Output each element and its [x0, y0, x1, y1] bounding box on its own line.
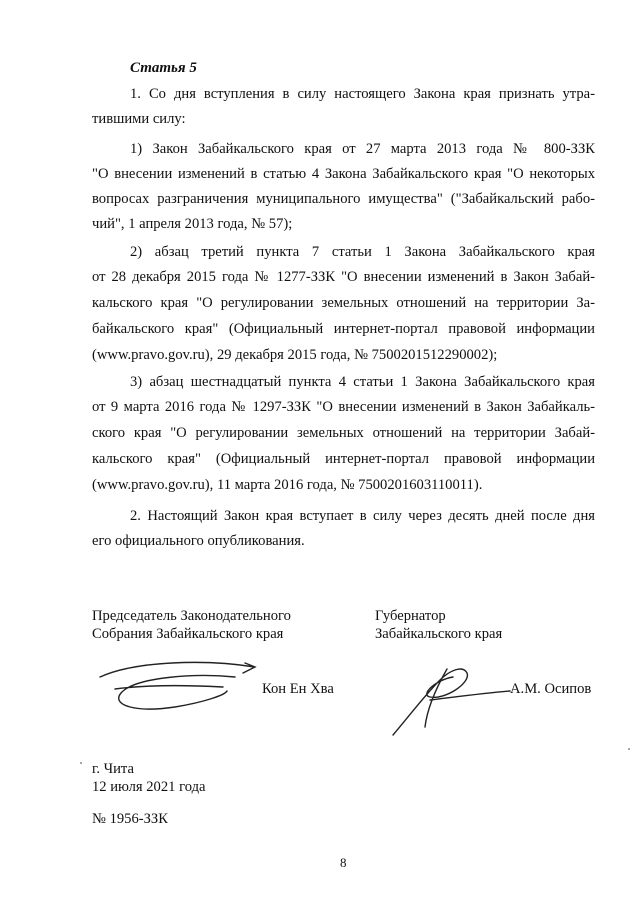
text-line: 2) абзац третий пункта 7 статьи 1 Закона Забайкальского края — [130, 244, 595, 260]
chairman-name: Кон Ен Хва — [262, 681, 334, 697]
governor-name: А.М. Осипов — [510, 681, 592, 697]
city-label: г. Чита — [92, 761, 134, 777]
text-line: 1) Закон Забайкальского края от 27 марта 2013 года № 800-ЗЗК — [130, 141, 595, 157]
text-line: 2. Настоящий Закон края вступает в силу через десять дней после дня — [130, 508, 595, 524]
chairman-signature-image — [95, 655, 260, 717]
chairman-title-line2: Собрания Забайкальского края — [92, 626, 284, 642]
text-line: кальского края" (Официальный интернет-портал правовой информации — [92, 451, 595, 467]
scan-speck — [80, 762, 82, 764]
text-line: вопросах разграничения муниципального имущества" ("Забайкальский рабо- — [92, 191, 595, 207]
text-line: 3) абзац шестнадцатый пункта 4 статьи 1 Закона Забайкальского края — [130, 374, 595, 390]
text-line: тившими силу: — [92, 111, 186, 127]
text-line: ского края "О регулировании земельных отношений на территории Забай- — [92, 425, 595, 441]
text-line: кальского края "О регулировании земельных отношений на территории За- — [92, 295, 595, 311]
text-line: "О внесении изменений в статью 4 Закона Забайкальского края "О некоторых — [92, 166, 595, 182]
law-number: № 1956-ЗЗК — [92, 811, 168, 827]
text-line: (www.pravo.gov.ru), 11 марта 2016 года, № 7500201603110011). — [92, 477, 483, 493]
text-line: байкальского края" (Официальный интернет-портал правовой информации — [92, 321, 595, 337]
text-line: его официального опубликования. — [92, 533, 305, 549]
chairman-title-line1: Председатель Законодательного — [92, 608, 291, 624]
date-label: 12 июля 2021 года — [92, 779, 206, 795]
governor-title-line1: Губернатор — [375, 608, 446, 624]
page-number: 8 — [340, 855, 347, 870]
text-line: (www.pravo.gov.ru), 29 декабря 2015 года, № 7500201512290002); — [92, 347, 498, 363]
governor-title-line2: Забайкальского края — [375, 626, 503, 642]
article-heading: Статья 5 — [130, 60, 197, 76]
text-line: 1. Со дня вступления в силу настоящего Закона края признать утра- — [130, 86, 595, 102]
governor-signature-image — [385, 655, 515, 740]
text-line: чий", 1 апреля 2013 года, № 57); — [92, 216, 293, 232]
scan-speck — [628, 748, 630, 750]
text-line: от 9 марта 2016 года № 1297-ЗЗК "О внесении изменений в Закон Забайкаль- — [92, 399, 595, 415]
text-line: от 28 декабря 2015 года № 1277-ЗЗК "О внесении изменений в Закон Забай- — [92, 269, 595, 285]
